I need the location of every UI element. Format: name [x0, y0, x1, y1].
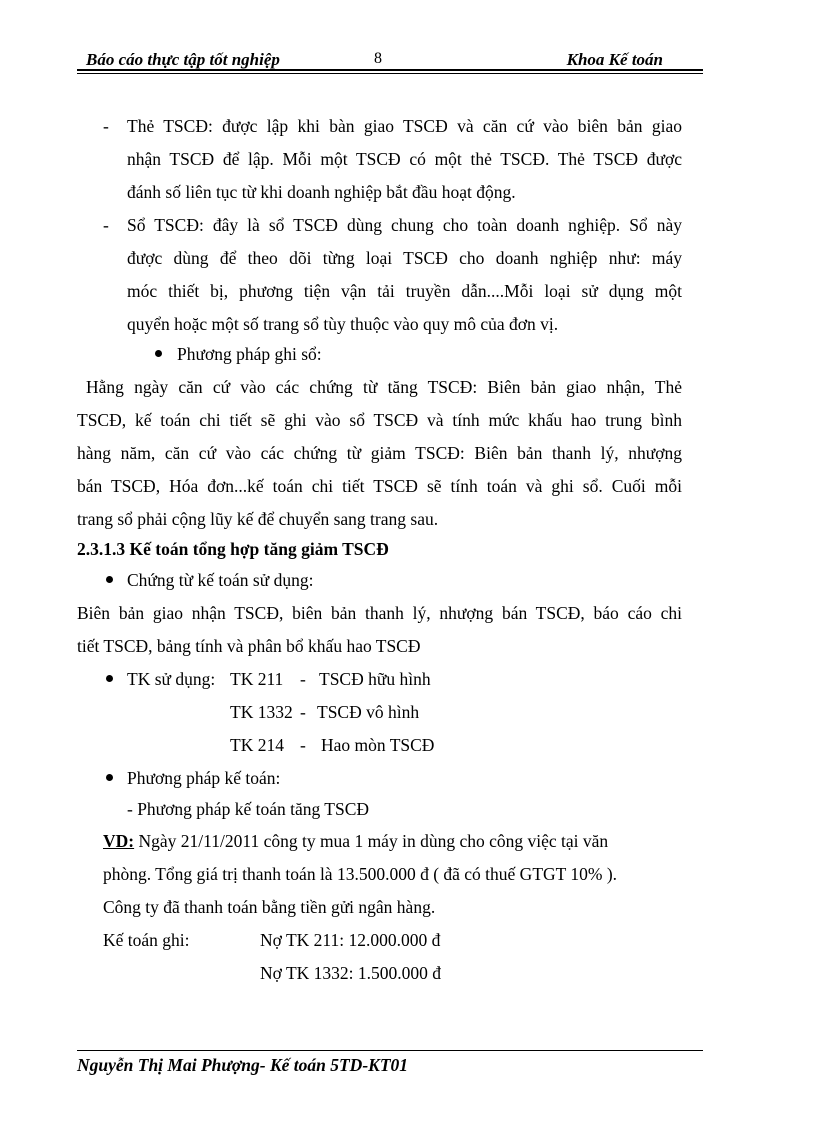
page-number: 8 — [374, 50, 382, 67]
dash-bullet: - — [103, 116, 109, 136]
footer-author: Nguyễn Thị Mai Phượng- Kế toán 5TD-KT01 — [77, 1055, 409, 1075]
dash-bullet: - — [103, 215, 109, 235]
the-tscd-line-1: Thẻ TSCĐ: được lập khi bàn giao TSCĐ và căn cứ vào biên bản giao — [127, 116, 682, 136]
header-rule-thin — [77, 73, 703, 74]
method-para-line-3: hàng năm, căn cứ vào các chứng từ giảm TSCĐ: Biên bản thanh lý, nhượng — [77, 443, 682, 463]
the-tscd-line-2: nhận TSCĐ để lập. Mỗi một TSCĐ có một thẻ TSCĐ. Thẻ TSCĐ được — [127, 149, 682, 169]
header-department: Khoa Kế toán — [566, 50, 663, 69]
acct-method-sub: - Phương pháp kế toán tăng TSCĐ — [127, 799, 370, 819]
method-para-line-4: bán TSCĐ, Hóa đơn...kế toán chi tiết TSCĐ sẽ tính toán và ghi sổ. Cuối mỗi — [77, 476, 682, 496]
the-tscd-line-3: đánh số liên tục từ khi doanh nghiệp bắt đầu hoạt động. — [127, 182, 516, 202]
account-sep: - — [300, 702, 306, 722]
so-tscd-line-4: quyển hoặc một số trang sổ tùy thuộc vào quy mô của đơn vị. — [127, 314, 559, 334]
method-para-line-2: TSCĐ, kế toán chi tiết sẽ ghi vào sổ TSCĐ và tính mức khấu hao trung bình — [77, 410, 682, 430]
header-title: Báo cáo thực tập tốt nghiệp — [86, 50, 280, 69]
bullet-dot — [106, 576, 113, 583]
account-code: TK 1332 — [230, 702, 293, 722]
method-para-line-1: Hằng ngày căn cứ vào các chứng từ tăng TSCĐ: Biên bản giao nhận, Thẻ — [86, 377, 682, 397]
journal-entry: Nợ TK 1332: 1.500.000 đ — [260, 963, 442, 983]
section-heading: 2.3.1.3 Kế toán tổng hợp tăng giảm TSCĐ — [77, 539, 389, 559]
docs-para-line-1: Biên bản giao nhận TSCĐ, biên bản thanh lý, nhượng bán TSCĐ, báo cáo chi — [77, 603, 682, 623]
method-para-line-5: trang sổ phải cộng lũy kế để chuyển sang trang sau. — [77, 509, 439, 529]
account-sep: - — [300, 669, 306, 689]
account-code: TK 214 — [230, 735, 284, 755]
footer-rule — [77, 1050, 703, 1051]
so-tscd-line-3: móc thiết bị, phương tiện vận tải truyền dẫn....Mỗi loại sử dụng một — [127, 281, 682, 301]
method-label: Phương pháp ghi sổ: — [177, 344, 322, 364]
accounts-label: TK sử dụng: — [127, 669, 216, 689]
account-name: TSCĐ hữu hình — [319, 669, 431, 689]
journal-entry: Nợ TK 211: 12.000.000 đ — [260, 930, 441, 950]
example-line-3: Công ty đã thanh toán bằng tiền gửi ngân hàng. — [103, 897, 436, 917]
docs-para-line-2: tiết TSCĐ, bảng tính và phân bổ khấu hao TSCĐ — [77, 636, 421, 656]
docs-label: Chứng từ kế toán sử dụng: — [127, 570, 314, 590]
example-line-1 — [103, 830, 608, 852]
so-tscd-line-2: được dùng để theo dõi từng loại TSCĐ cho doanh nghiệp như: máy — [127, 248, 682, 268]
header-rule-thick — [77, 69, 703, 71]
example-line-1-text: Ngày 21/11/2011 công ty mua 1 máy in dùng cho công việc tại văn — [134, 831, 609, 851]
acct-method-label: Phương pháp kế toán: — [127, 768, 281, 788]
bullet-dot — [155, 350, 162, 357]
account-sep: - — [300, 735, 306, 755]
bullet-dot — [106, 774, 113, 781]
entry-label: Kế toán ghi: — [103, 930, 190, 950]
so-tscd-line-1: Sổ TSCĐ: đây là sổ TSCĐ dùng chung cho toàn doanh nghiệp. Sổ này — [127, 215, 682, 235]
bullet-dot — [106, 675, 113, 682]
account-code: TK 211 — [230, 669, 284, 689]
example-label: VD: — [103, 831, 135, 851]
example-line-2: phòng. Tổng giá trị thanh toán là 13.500.000 đ ( đã có thuế GTGT 10% ). — [103, 864, 618, 884]
account-name: Hao mòn TSCĐ — [321, 735, 435, 755]
account-name: TSCĐ vô hình — [317, 702, 420, 722]
